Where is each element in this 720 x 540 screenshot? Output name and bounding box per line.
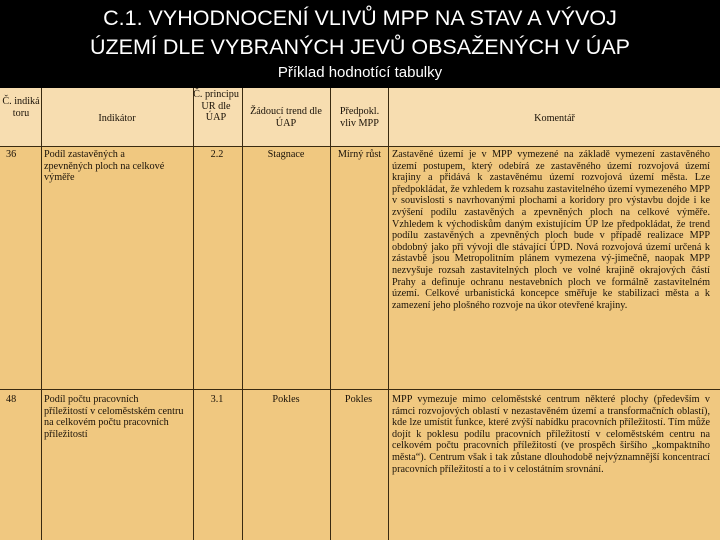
slide-title xyxy=(0,4,720,62)
header-comment: Komentář xyxy=(534,113,575,124)
grid-line xyxy=(242,88,243,540)
row-indicator: Podíl počtu pracovních příležitostí v celoměstském centru na celkovém počtu pracovních příležitostí xyxy=(44,394,184,440)
row-principle: 2.2 xyxy=(210,149,224,160)
grid-line xyxy=(0,146,720,147)
grid-line xyxy=(388,88,389,540)
row-desired-trend: Pokles xyxy=(272,394,300,405)
header-principle-no: Č. principu UR dle ÚAP xyxy=(193,89,239,124)
title-line-1: C.1. VYHODNOCENÍ VLIVŮ MPP NA STAV A VÝVOJ xyxy=(103,6,617,30)
header-desired-trend: Žádoucí trend dle ÚAP xyxy=(250,106,322,129)
header-indicator-no: Č. indiká toru xyxy=(2,96,40,119)
slide-subtitle: Příklad hodnotící tabulky xyxy=(277,64,443,81)
row-comment: MPP vymezuje mimo celoměstské centrum některé plochy (především v rámci rozvojových oblastí v nezastavěném území a transformačních oblastí), kde lze umístit funkce, které zvýší nabídku pracovních příležitostí. Tím může dojít k poklesu podílu pracovních příležitostí v celoměstském centru na celkovém počtu pracovních příležitostí (ve prospěch širšího „kompaktního města“). Centrum však i tak zůstane dlouhodobě nejvýznamnější koncentrací pracovních příležitostí a to i v celostátním srovnání. xyxy=(392,394,710,475)
row-expected-impact: Pokles xyxy=(344,394,373,405)
header-expected-impact: Předpokl. vliv MPP xyxy=(339,106,380,129)
title-line-2: ÚZEMÍ DLE VYBRANÝCH JEVŮ OBSAŽENÝCH V ÚAP xyxy=(90,35,630,59)
row-indicator-no: 48 xyxy=(6,394,17,405)
row-desired-trend: Stagnace xyxy=(267,149,305,160)
row-indicator: Podíl zastavěných a zpevněných ploch na celkové výměře xyxy=(44,149,165,184)
row-principle: 3.1 xyxy=(210,394,224,405)
row-indicator-no: 36 xyxy=(6,149,17,160)
evaluation-table xyxy=(0,88,720,540)
row-comment: Zastavěné území je v MPP vymezené na základě vymezení zastavěného území postupem, který odebírá ze zastavěného území rozvojová území krajiny a přidává k zastavěnému území rozvojová území města. Lze předpokládat, že vzhledem k rozsahu zastavitelného území vymezeného MPP v souvislosti s navrhovanými plochami a koridory pro výstavbu dojde i ke zvýšení podílu zastavěných a zpevněných ploch na celkové výměře. Vzhledem k východiskům daným existujícím ÚP lze předpokládat, že trend podílu zastavěných a zpevněných ploch bude v případě realizace MPP obdobný jako při vývoji dle stávající ÚPD. Nová rozvojová území určená k zástavbě jsou Metropolitním plánem vymezena vý-jimečně, naopak MPP nezvyšuje rozsah zastavitelných ploch ve volné krajině okrajových částí Prahy a definuje ochranu nestavebních ploch ve formálně zastavitelném území. Celkové urbanistická koncepce směřuje ke stabilizaci města a k zamezení jeho plošného rozvoje na úkor otevřené krajiny. xyxy=(392,149,710,311)
header-indicator: Indikátor xyxy=(98,113,136,124)
grid-line xyxy=(0,389,720,390)
grid-line xyxy=(41,88,42,540)
row-expected-impact: Mírný růst xyxy=(337,149,382,160)
